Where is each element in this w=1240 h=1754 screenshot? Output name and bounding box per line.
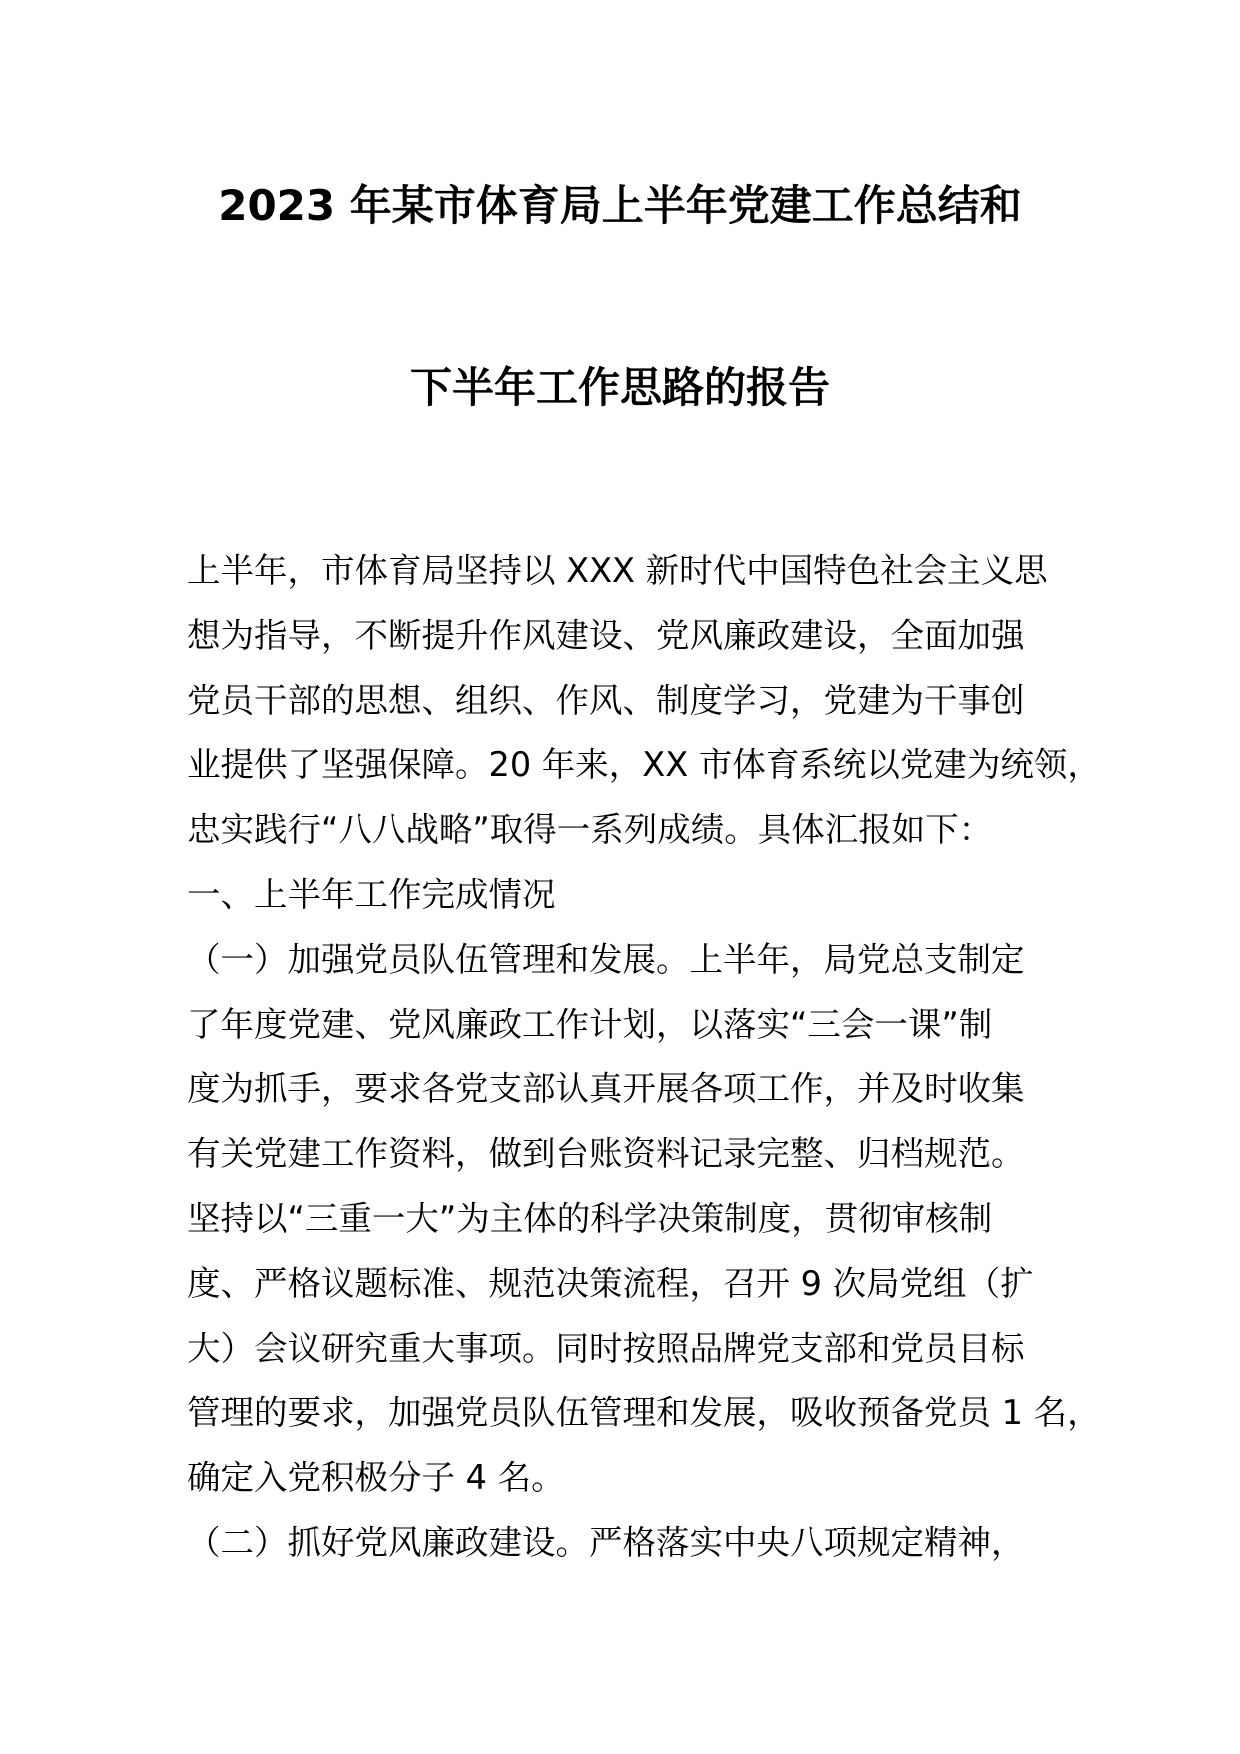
body-line-3: 党员干部的思想、组织、作风、制度学习，党建为干事创 xyxy=(187,681,1025,720)
body-line-14: 管理的要求，加强党员队伍管理和发展，吸收预备党员 1 名， xyxy=(187,1393,1101,1432)
body-line-8: 了年度党建、党风廉政工作计划，以落实“三会一课”制 xyxy=(187,1005,993,1044)
body-line-11: 坚持以“三重一大”为主体的科学决策制度，贯彻审核制 xyxy=(187,1199,993,1238)
body-line-16: （二）抓好党风廉政建设。严格落实中央八项规定精神， xyxy=(187,1523,1025,1562)
body-line-1: 上半年，市体育局坚持以 XXX 新时代中国特色社会主义思 xyxy=(187,551,1048,590)
body-line-15: 确定入党积极分子 4 名。 xyxy=(187,1458,565,1497)
body-line-5: 忠实践行“八八战略”取得一系列成绩。具体汇报如下： xyxy=(187,810,993,849)
document-title-line-1: 2023 年某市体育局上半年党建工作总结和 xyxy=(218,181,1022,230)
body-line-7: （一）加强党员队伍管理和发展。上半年，局党总支制定 xyxy=(187,940,1025,979)
body-line-9: 度为抓手，要求各党支部认真开展各项工作，并及时收集 xyxy=(187,1069,1025,1108)
body-line-12: 度、严格议题标准、规范决策流程，召开 9 次局党组（扩 xyxy=(187,1264,1034,1303)
body-line-13: 大）会议研究重大事项。同时按照品牌党支部和党员目标 xyxy=(187,1329,1025,1368)
section-heading-1: 一、上半年工作完成情况 xyxy=(187,875,556,914)
document-title-line-2: 下半年工作思路的报告 xyxy=(409,363,830,412)
body-line-4: 业提供了坚强保障。20 年来，XX 市体育系统以党建为统领， xyxy=(187,745,1101,784)
body-line-2: 想为指导，不断提升作风建设、党风廉政建设，全面加强 xyxy=(187,616,1025,655)
body-line-10: 有关党建工作资料，做到台账资料记录完整、归档规范。 xyxy=(187,1134,1025,1173)
